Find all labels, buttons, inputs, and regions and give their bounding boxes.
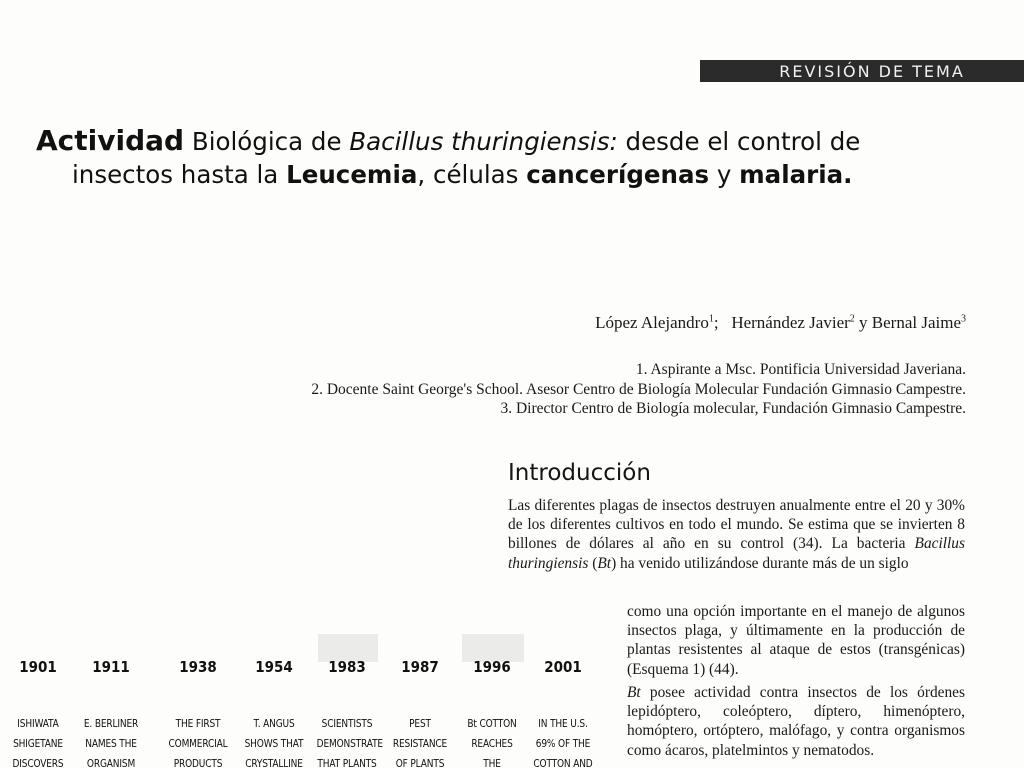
timeline-event-line: OF PLANTS [395, 757, 445, 768]
title-line1-segment: desde el control de [617, 127, 861, 156]
intro-paragraph-2: Bt posee actividad contra insectos de los órdenes lepidóptero, coleóptero, díptero, himenóptero, homóptero, ortóptero, malófago, y contra organismos como ácaros, platelmintos y nematodos. [627, 684, 965, 759]
title-line1-segment: Biológica de [184, 127, 350, 156]
timeline-year: 1954 [255, 658, 293, 676]
timeline-event-line: THE [483, 757, 501, 768]
title-line2-segment: cancerígenas [526, 160, 710, 189]
timeline-event-line: RESISTANCE [392, 737, 448, 750]
author-name: Hernández Javier [731, 313, 850, 332]
timeline-event-line: SHOWS THAT [244, 737, 304, 750]
title-line2-segment: malaria. [739, 160, 853, 189]
title-line2-segment: , células [417, 160, 527, 189]
section-heading-introduccion: Introducción [508, 460, 651, 486]
timeline-year: 1996 [473, 658, 511, 676]
section-banner: REVISIÓN DE TEMA [700, 60, 1024, 82]
timeline-event [244, 714, 305, 768]
timeline-year: 1983 [328, 658, 366, 676]
timeline-event [462, 714, 523, 768]
timeline-year: 2001 [544, 658, 582, 676]
timeline-event-line: THAT PLANTS [317, 757, 377, 768]
article-title [36, 124, 996, 191]
timeline-event-line: E. BERLINER [83, 717, 139, 730]
author-separator: y [854, 313, 872, 332]
authors-line [595, 313, 966, 333]
timeline-event-line: PEST [409, 717, 431, 730]
title-line2-segment: Leucemia [286, 160, 418, 189]
affiliation-2: 2. Docente Saint George's School. Asesor Centro de Biología Molecular Fundación Gimnasio Campestre. [311, 380, 966, 398]
timeline-event-line: ORGANISM [86, 757, 136, 768]
timeline-event-line: SHIGETANE [13, 737, 63, 750]
timeline-event-line: PRODUCTS [173, 757, 223, 768]
affiliation-1: 1. Aspirante a Msc. Pontificia Universidad Javeriana. [635, 361, 966, 378]
title-line1-segment: Bacillus thuringiensis: [349, 127, 618, 156]
timeline-figure [0, 632, 600, 768]
timeline-event [316, 714, 383, 768]
title-line1-segment: Actividad [36, 124, 185, 157]
timeline-event-line: T. ANGUS [253, 717, 295, 730]
timeline-event [81, 714, 142, 768]
timeline-event [8, 714, 69, 768]
affiliations [186, 360, 966, 419]
author-affiliation-mark: 2 [849, 313, 855, 325]
author-affiliation-mark: 3 [961, 313, 966, 325]
timeline-event-line: SCIENTISTS [321, 717, 373, 730]
timeline-year: 1901 [19, 658, 57, 676]
timeline-event-line: 69% OF THE [535, 737, 591, 750]
timeline-event-line: COTTON AND [533, 757, 593, 768]
timeline-event [390, 714, 451, 768]
timeline-event [533, 714, 594, 768]
author-separator: ; [713, 313, 732, 332]
title-line2-segment: insectos hasta la [72, 160, 287, 189]
timeline-year: 1938 [179, 658, 217, 676]
timeline-event-line: DISCOVERS [12, 757, 64, 768]
title-line-2 [36, 158, 996, 191]
author-name: Bernal Jaime [871, 313, 961, 332]
author-name: López Alejandro [595, 313, 709, 332]
timeline-event-line: DEMONSTRATE [316, 737, 383, 750]
timeline-event-line: REACHES [471, 737, 513, 750]
timeline-year: 1987 [401, 658, 439, 676]
timeline-event-line: THE FIRST [175, 717, 221, 730]
timeline-year: 1911 [92, 658, 130, 676]
intro-paragraph-1: Las diferentes plagas de insectos destruyen anualmente entre el 20 y 30% de los diferentes cultivos en todo el mundo. Se estima que se invierten 8 billones de dólares al año en su control (34). La bacteria Bacillus thuringiensis (Bt) ha venido utilizándose durante más de un siglo [508, 497, 965, 572]
author-affiliation-mark: 1 [708, 313, 714, 325]
timeline-event-line: NAMES THE [85, 737, 137, 750]
affiliation-3: 3. Director Centro de Biología molecular, Fundación Gimnasio Campestre. [500, 400, 966, 417]
timeline-event-line: COMMERCIAL [168, 737, 228, 750]
timeline-event-line: IN THE U.S. [538, 717, 588, 730]
title-line2-segment: y [709, 160, 740, 189]
timeline-event [168, 714, 229, 768]
intro-paragraph-1-continued: como una opción importante en el manejo de algunos insectos plaga, y últimamente en la producción de plantas resistentes al ataque de estos (transgénicas) (Esquema 1) (44). [627, 603, 965, 678]
title-line-1 [36, 124, 861, 157]
timeline-event-line: CRYSTALLINE [245, 757, 303, 768]
timeline-event-line: Bt COTTON [467, 717, 517, 730]
timeline-event-line: ISHIWATA [17, 717, 59, 730]
